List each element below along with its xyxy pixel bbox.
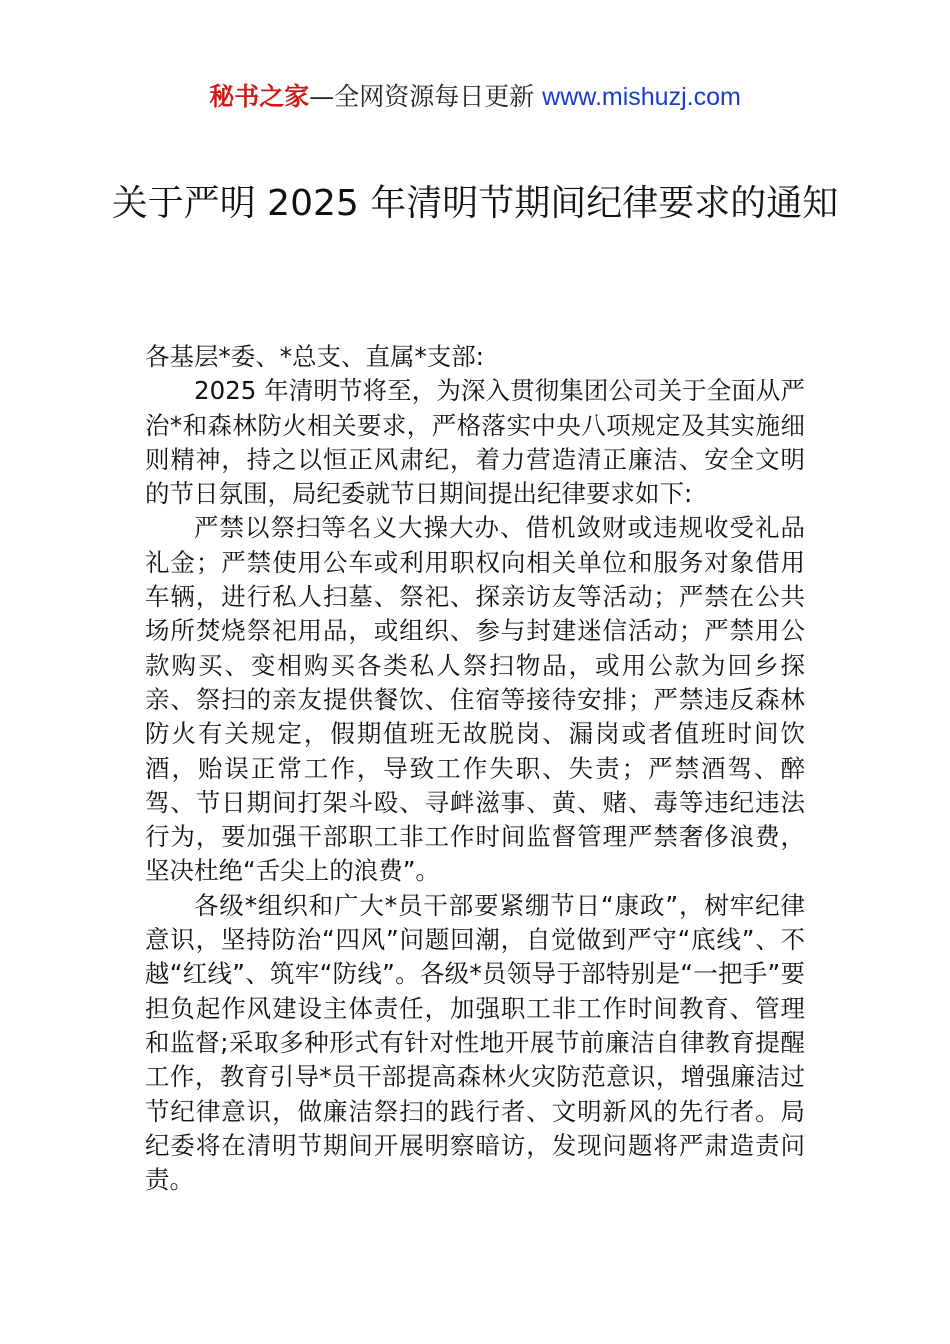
site-brand: 秘书之家 bbox=[209, 82, 310, 111]
paragraph-prohibitions: 严禁以祭扫等名义大操大办、借机敛财或违规收受礼品礼金；严禁使用公车或利用职权向相关单位和服务对象借用车辆，进行私人扫墓、祭祀、探亲访友等活动；严禁在公共场所焚烧祭祀用品，或组织、参与封建迷信活动；严禁用公款购买、变相购买各类私人祭扫物品，或用公款为回乡探亲、祭扫的亲友提供餐饮、住宿等接待安排；严禁违反森林防火有关规定，假期值班无故脱岗、漏岗或者值班时间饮酒，贻误正常工作，导致工作失职、失责；严禁酒驾、醉驾、节日期间打架斗殴、寻衅滋事、黄、赌、毒等违纪违法行为，要加强干部职工非工作时间监督管理严禁奢侈浪费，坚决杜绝“舌尖上的浪费”。 bbox=[145, 513, 805, 886]
paragraph-intro: 2025 年清明节将至，为深入贯彻集团公司关于全面从严治*和森林防火相关要求，严格落实中央八项规定及其实施细则精神，持之以恒正风肃纪，着力营造清正廉洁、安全文明的节日氛围，局纪委就节日期间提出纪律要求如下: bbox=[145, 376, 805, 509]
paragraph-responsibilities: 各级*组织和广大*员干部要紧绷节日“康政”，树牢纪律意识，坚持防治“四风”问题回潮，自觉做到严守“底线”、不越“红线”、筑牢“防线”。各级*员领导于部特别是“一把手”要担负起作风建设主体责任，加强职工非工作时间教育、管理和监督;采取多种形式有针对性地开展节前廉洁自律教育提醒工作，教育引导*员干部提高森林火灾防范意识，增强廉洁过节纪律意识，做廉洁祭扫的践行者、文明新风的先行者。局纪委将在清明节期间开展明察暗访，发现问题将严肃造责问责。 bbox=[145, 890, 805, 1195]
site-header bbox=[0, 80, 950, 114]
site-url[interactable]: www.mishuzj.com bbox=[542, 83, 741, 111]
document-title: 关于严明 2025 年清明节期间纪律要求的通知 bbox=[111, 183, 839, 224]
salutation: 各基层*委、*总支、直属*支部: bbox=[145, 342, 485, 371]
site-tagline: —全网资源每日更新 bbox=[309, 82, 543, 111]
document-body bbox=[145, 340, 805, 1197]
